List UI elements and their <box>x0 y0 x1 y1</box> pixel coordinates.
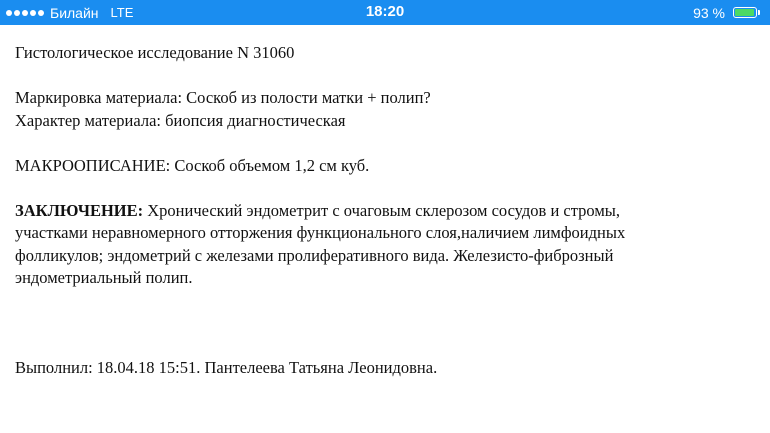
carrier-name: Билайн <box>50 4 99 21</box>
signature: Выполнил: 18.04.18 15:51. Пантелеева Татьяна Леонидовна. <box>15 358 438 377</box>
conclusion-line: участками неравномерного отторжения функционального слоя,наличием лимфоидных <box>15 223 626 242</box>
status-bar <box>0 0 770 25</box>
network-type: LTE <box>110 5 134 20</box>
macro-description: МАКРООПИСАНИЕ: Соскоб объемом 1,2 см куб. <box>15 155 370 175</box>
status-bar-right <box>693 4 760 21</box>
document-body <box>15 42 755 380</box>
battery-fill <box>735 9 754 16</box>
material-type: Характер материала: биопсия диагностическая <box>15 110 346 130</box>
battery-icon <box>733 7 757 18</box>
material-marking: Маркировка материала: Соскоб из полости матки + полип? <box>15 88 431 107</box>
conclusion-line: фолликулов; эндометрий с железами пролиферативного вида. Железисто-фиброзный <box>15 245 614 265</box>
conclusion-line: эндометриальный полип. <box>15 268 193 287</box>
clock: 18:20 <box>365 3 405 20</box>
battery-cap <box>758 10 760 15</box>
document-title: Гистологическое исследование N 31060 <box>15 43 295 62</box>
battery-percent: 93 % <box>693 4 725 21</box>
conclusion-label: ЗАКЛЮЧЕНИЕ: <box>15 200 144 220</box>
conclusion-line: Хронический эндометрит с очаговым склерозом сосудов и стромы, <box>143 200 620 220</box>
conclusion <box>15 200 755 223</box>
